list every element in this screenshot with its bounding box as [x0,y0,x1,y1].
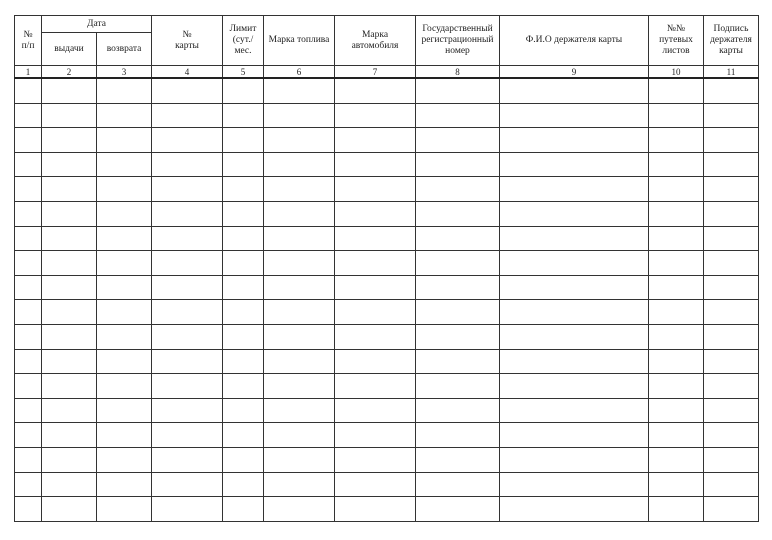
table-cell[interactable] [15,251,42,276]
header-row-number-label: № п/п [21,29,35,51]
column-number: 3 [97,66,152,79]
table-cell[interactable] [264,349,335,374]
table-cell[interactable] [15,447,42,472]
table-cell[interactable] [335,201,416,226]
table-row [15,201,759,226]
table-cell[interactable] [264,128,335,153]
table-cell[interactable] [97,447,152,472]
table-cell[interactable] [15,423,42,448]
table-cell[interactable] [15,300,42,325]
header-date-group [42,16,152,33]
table-cell[interactable] [264,152,335,177]
table-row [15,300,759,325]
table-cell[interactable] [42,128,97,153]
header-waybill-numbers-label: №№ путевых листов [659,24,693,56]
table-cell[interactable] [42,300,97,325]
table-cell[interactable] [97,472,152,497]
table-cell[interactable] [335,177,416,202]
table-cell[interactable] [335,275,416,300]
table-cell[interactable] [152,300,223,325]
header-fuel-brand [264,16,335,66]
table-cell[interactable] [416,201,500,226]
table-row [15,472,759,497]
table-cell[interactable] [500,349,649,374]
table-cell[interactable] [335,251,416,276]
table-cell[interactable] [500,78,649,103]
table-cell[interactable] [264,497,335,522]
table-cell[interactable] [704,398,759,423]
table-cell[interactable] [97,349,152,374]
table-row [15,251,759,276]
table-cell[interactable] [335,349,416,374]
table-cell[interactable] [223,78,264,103]
table-cell[interactable] [649,152,704,177]
header-holder-name [500,16,649,66]
table-cell[interactable] [223,497,264,522]
table-cell[interactable] [15,398,42,423]
table-row [15,447,759,472]
table-cell[interactable] [649,103,704,128]
table-cell[interactable] [649,349,704,374]
table-cell[interactable] [264,177,335,202]
table-cell[interactable] [335,226,416,251]
table-row [15,423,759,448]
table-cell[interactable] [15,128,42,153]
table-cell[interactable] [649,275,704,300]
table-cell[interactable] [152,472,223,497]
table-cell[interactable] [15,275,42,300]
table-cell[interactable] [500,128,649,153]
table-cell[interactable] [704,374,759,399]
column-number: 7 [335,66,416,79]
column-number: 8 [416,66,500,79]
table-cell[interactable] [649,128,704,153]
table-cell[interactable] [500,201,649,226]
table-cell[interactable] [335,103,416,128]
table-row [15,103,759,128]
table-row [15,349,759,374]
table-cell[interactable] [97,275,152,300]
table-cell[interactable] [152,177,223,202]
table-cell[interactable] [223,226,264,251]
header-date-return-label: возврата [106,43,142,54]
table-cell[interactable] [42,251,97,276]
table-cell[interactable] [15,226,42,251]
table-cell[interactable] [42,226,97,251]
table-cell[interactable] [97,497,152,522]
column-number: 6 [264,66,335,79]
table-cell[interactable] [223,128,264,153]
table-cell[interactable] [416,497,500,522]
table-cell[interactable] [416,226,500,251]
table-cell[interactable] [500,251,649,276]
table-cell[interactable] [649,201,704,226]
header-date-label: Дата [87,18,106,29]
table-cell[interactable] [704,472,759,497]
header-registration-number-label: Государственный регистрационный номер [421,24,494,56]
table-cell[interactable] [152,398,223,423]
table-cell[interactable] [335,374,416,399]
table-cell[interactable] [649,497,704,522]
table-cell[interactable] [97,324,152,349]
table-cell[interactable] [15,349,42,374]
table-cell[interactable] [152,201,223,226]
table-cell[interactable] [97,78,152,103]
table-cell[interactable] [649,300,704,325]
table-cell[interactable] [416,152,500,177]
table-cell[interactable] [335,324,416,349]
table-cell[interactable] [42,374,97,399]
table-cell[interactable] [264,201,335,226]
table-cell[interactable] [97,398,152,423]
table-cell[interactable] [704,447,759,472]
table-cell[interactable] [704,251,759,276]
table-cell[interactable] [416,324,500,349]
table-cell[interactable] [264,324,335,349]
table-cell[interactable] [264,447,335,472]
header-date-issue-label: выдачи [54,43,84,54]
table-cell[interactable] [97,103,152,128]
table-cell[interactable] [223,103,264,128]
table-cell[interactable] [152,78,223,103]
table-cell[interactable] [15,324,42,349]
table-cell[interactable] [649,78,704,103]
table-cell[interactable] [335,398,416,423]
table-cell[interactable] [335,128,416,153]
table-cell[interactable] [500,447,649,472]
table-cell[interactable] [704,201,759,226]
table-cell[interactable] [152,152,223,177]
table-cell[interactable] [152,103,223,128]
table-cell[interactable] [42,152,97,177]
table-cell[interactable] [97,152,152,177]
table-cell[interactable] [704,349,759,374]
table-cell[interactable] [704,103,759,128]
table-cell[interactable] [152,324,223,349]
table-cell[interactable] [649,472,704,497]
header-fuel-brand-label: Марка топлива [268,35,330,45]
table-cell[interactable] [97,177,152,202]
table-cell[interactable] [15,177,42,202]
table-cell[interactable] [335,472,416,497]
table-cell[interactable] [704,497,759,522]
table-cell[interactable] [264,398,335,423]
fuel-card-journal-sheet [14,15,758,522]
column-number: 9 [500,66,649,79]
table-cell[interactable] [223,349,264,374]
table-row [15,78,759,103]
table-cell[interactable] [42,497,97,522]
table-cell[interactable] [152,374,223,399]
table-cell[interactable] [152,447,223,472]
table-cell[interactable] [704,226,759,251]
table-cell[interactable] [335,78,416,103]
table-cell[interactable] [152,226,223,251]
column-number: 4 [152,66,223,79]
table-cell[interactable] [649,374,704,399]
table-cell[interactable] [42,103,97,128]
table-cell[interactable] [97,251,152,276]
table-cell[interactable] [97,201,152,226]
table-cell[interactable] [42,472,97,497]
table-cell[interactable] [416,177,500,202]
table-cell[interactable] [264,423,335,448]
table-cell[interactable] [42,349,97,374]
table-cell[interactable] [704,78,759,103]
table-cell[interactable] [223,423,264,448]
table-cell[interactable] [97,374,152,399]
table-cell[interactable] [223,447,264,472]
table-cell[interactable] [264,300,335,325]
table-cell[interactable] [264,275,335,300]
table-cell[interactable] [649,423,704,448]
header-date-issue [42,33,97,66]
table-cell[interactable] [42,423,97,448]
table-cell[interactable] [704,300,759,325]
table-cell[interactable] [152,251,223,276]
table-row [15,152,759,177]
header-row-number [15,16,42,66]
table-cell[interactable] [500,226,649,251]
header-limit [223,16,264,66]
table-cell[interactable] [223,177,264,202]
header-registration-number [416,16,500,66]
table-cell[interactable] [223,152,264,177]
table-cell[interactable] [649,447,704,472]
table-cell[interactable] [416,374,500,399]
table-cell[interactable] [416,423,500,448]
column-number: 11 [704,66,759,79]
table-cell[interactable] [15,497,42,522]
table-cell[interactable] [335,152,416,177]
table-cell[interactable] [97,128,152,153]
table-cell[interactable] [500,152,649,177]
table-cell[interactable] [15,152,42,177]
table-row [15,128,759,153]
table-cell[interactable] [500,300,649,325]
table-cell[interactable] [97,226,152,251]
table-cell[interactable] [416,103,500,128]
table-cell[interactable] [15,201,42,226]
table-cell[interactable] [152,349,223,374]
table-cell[interactable] [335,447,416,472]
header-waybill-numbers [649,16,704,66]
table-cell[interactable] [223,398,264,423]
table-cell[interactable] [42,398,97,423]
table-cell[interactable] [416,275,500,300]
table-cell[interactable] [416,472,500,497]
table-cell[interactable] [649,251,704,276]
table-cell[interactable] [649,177,704,202]
header-limit-label: Лимит (сут./ мес. [229,24,257,56]
table-cell[interactable] [335,300,416,325]
table-cell[interactable] [264,103,335,128]
table-cell[interactable] [416,447,500,472]
table-cell[interactable] [416,349,500,374]
table-cell[interactable] [264,251,335,276]
table-cell[interactable] [416,128,500,153]
table-cell[interactable] [264,226,335,251]
table-cell[interactable] [42,275,97,300]
table-cell[interactable] [42,324,97,349]
header-date-return [97,33,152,66]
table-cell[interactable] [97,300,152,325]
table-cell[interactable] [152,423,223,448]
table-cell[interactable] [704,177,759,202]
table-cell[interactable] [152,275,223,300]
table-cell[interactable] [649,398,704,423]
table-cell[interactable] [500,423,649,448]
table-row [15,374,759,399]
table-cell[interactable] [416,251,500,276]
table-cell[interactable] [223,324,264,349]
table-cell[interactable] [500,324,649,349]
table-cell[interactable] [15,103,42,128]
column-number: 2 [42,66,97,79]
table-row [15,275,759,300]
table-cell[interactable] [704,128,759,153]
table-row [15,324,759,349]
table-cell[interactable] [42,78,97,103]
header-card-number-label: № карты [175,29,199,51]
journal-body [15,66,759,522]
header-car-brand [335,16,416,66]
table-cell[interactable] [97,423,152,448]
table-cell[interactable] [335,497,416,522]
table-row [15,497,759,522]
table-cell[interactable] [335,423,416,448]
table-cell[interactable] [152,128,223,153]
column-number-row [15,66,759,79]
table-cell[interactable] [42,201,97,226]
table-cell[interactable] [704,324,759,349]
table-cell[interactable] [649,226,704,251]
table-cell[interactable] [15,78,42,103]
table-cell[interactable] [416,78,500,103]
table-cell[interactable] [649,324,704,349]
table-cell[interactable] [223,472,264,497]
table-cell[interactable] [264,78,335,103]
table-cell[interactable] [500,497,649,522]
table-cell[interactable] [704,275,759,300]
table-cell[interactable] [152,497,223,522]
table-cell[interactable] [264,472,335,497]
table-cell[interactable] [42,447,97,472]
table-cell[interactable] [223,374,264,399]
table-row [15,398,759,423]
table-cell[interactable] [15,472,42,497]
table-cell[interactable] [223,201,264,226]
table-row [15,226,759,251]
header-card-number [152,16,223,66]
table-cell[interactable] [704,152,759,177]
header-holder-signature-label: Подпись держателя карты [710,24,752,56]
table-cell[interactable] [704,423,759,448]
table-cell[interactable] [223,275,264,300]
table-cell[interactable] [416,300,500,325]
column-number: 5 [223,66,264,79]
header-holder-name-label: Ф.И.О держателя карты [525,35,623,45]
header-car-brand-label: Марка автомобиля [351,29,399,51]
table-cell[interactable] [15,374,42,399]
column-number: 1 [15,66,42,79]
table-cell[interactable] [500,177,649,202]
table-row [15,177,759,202]
table-cell[interactable] [42,177,97,202]
fuel-card-journal-table [14,15,759,522]
table-cell[interactable] [416,398,500,423]
table-cell[interactable] [500,398,649,423]
table-cell[interactable] [500,103,649,128]
header-holder-signature [704,16,759,66]
table-cell[interactable] [500,374,649,399]
table-cell[interactable] [500,472,649,497]
table-cell[interactable] [264,374,335,399]
column-number: 10 [649,66,704,79]
table-cell[interactable] [223,300,264,325]
table-cell[interactable] [223,251,264,276]
table-cell[interactable] [500,275,649,300]
